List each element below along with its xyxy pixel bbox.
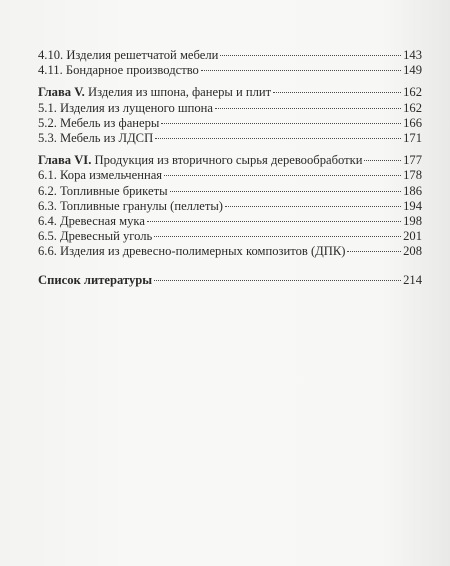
dot-leader <box>225 206 401 207</box>
toc-entry-page: 143 <box>403 48 422 62</box>
dot-leader <box>164 175 401 176</box>
toc-entry <box>38 184 422 199</box>
toc-entry-title: 6.4. Древесная мука <box>38 213 145 228</box>
dot-leader <box>201 70 401 71</box>
toc-entry-page: 208 <box>403 244 422 259</box>
chapter-title-text: Изделия из шпона, фанеры и плит <box>84 85 272 100</box>
dot-leader <box>215 108 401 109</box>
dot-leader <box>220 55 401 56</box>
toc-entry-title: 5.3. Мебель из ЛДСП <box>38 130 154 145</box>
toc-entry <box>38 131 422 146</box>
toc-references-entry <box>38 273 422 288</box>
chapter-prefix: Глава V. <box>38 85 85 100</box>
dot-leader <box>170 191 402 192</box>
toc-entry-page: 194 <box>403 198 422 213</box>
toc-entry-page: 178 <box>403 168 422 183</box>
chapter-prefix: Глава VI. <box>38 153 92 168</box>
toc-entry-title: 6.5. Древесный уголь <box>38 229 153 244</box>
dot-leader <box>161 123 401 124</box>
toc-entry-page: 214 <box>403 273 422 288</box>
toc-entry-page: 166 <box>403 115 422 130</box>
chapter-title-text: Продукция из вторичного сырья деревообработки <box>91 153 363 168</box>
dot-leader <box>347 251 401 252</box>
table-of-contents <box>38 48 422 289</box>
toc-entry-title: 6.3. Топливные гранулы (пеллеты) <box>38 198 224 213</box>
toc-entry <box>38 48 422 63</box>
toc-entry <box>38 116 422 131</box>
toc-entry <box>38 63 422 78</box>
toc-entry-title <box>38 273 152 288</box>
toc-entry <box>38 229 422 244</box>
toc-entry-page: 177 <box>403 153 422 168</box>
toc-chapter-heading <box>38 85 422 100</box>
toc-entry-page: 198 <box>403 213 422 228</box>
toc-entry-title: 6.2. Топливные брикеты <box>38 183 168 198</box>
toc-entry-page: 201 <box>403 229 422 244</box>
toc-chapter-title <box>38 153 362 168</box>
toc-entry-title: 6.6. Изделия из древесно-полимерных композитов (ДПК) <box>38 244 346 259</box>
toc-chapter-title <box>38 85 271 100</box>
dot-leader <box>155 138 401 139</box>
dot-leader <box>147 221 401 222</box>
toc-entry-page: 171 <box>403 130 422 145</box>
toc-entry-page: 186 <box>403 183 422 198</box>
dot-leader <box>273 92 401 93</box>
toc-entry <box>38 168 422 183</box>
references-label: Список литературы <box>38 273 153 288</box>
toc-entry-page: 149 <box>403 63 422 78</box>
toc-entry-title: 5.1. Изделия из лущеного шпона <box>38 100 213 115</box>
toc-entry <box>38 199 422 214</box>
toc-entry-title: 4.10. Изделия решетчатой мебели <box>38 48 219 62</box>
toc-entry-page: 162 <box>403 85 422 100</box>
toc-entry-title: 4.11. Бондарное производство <box>38 63 199 78</box>
dot-leader <box>364 160 401 161</box>
toc-entry-title: 5.2. Мебель из фанеры <box>38 115 160 130</box>
toc-entry <box>38 244 422 259</box>
dot-leader <box>154 280 401 281</box>
toc-entry <box>38 214 422 229</box>
toc-chapter-heading <box>38 153 422 168</box>
toc-entry-page: 162 <box>403 100 422 115</box>
toc-entry-title: 6.1. Кора измельченная <box>38 168 163 183</box>
toc-entry <box>38 101 422 116</box>
dot-leader <box>154 236 401 237</box>
